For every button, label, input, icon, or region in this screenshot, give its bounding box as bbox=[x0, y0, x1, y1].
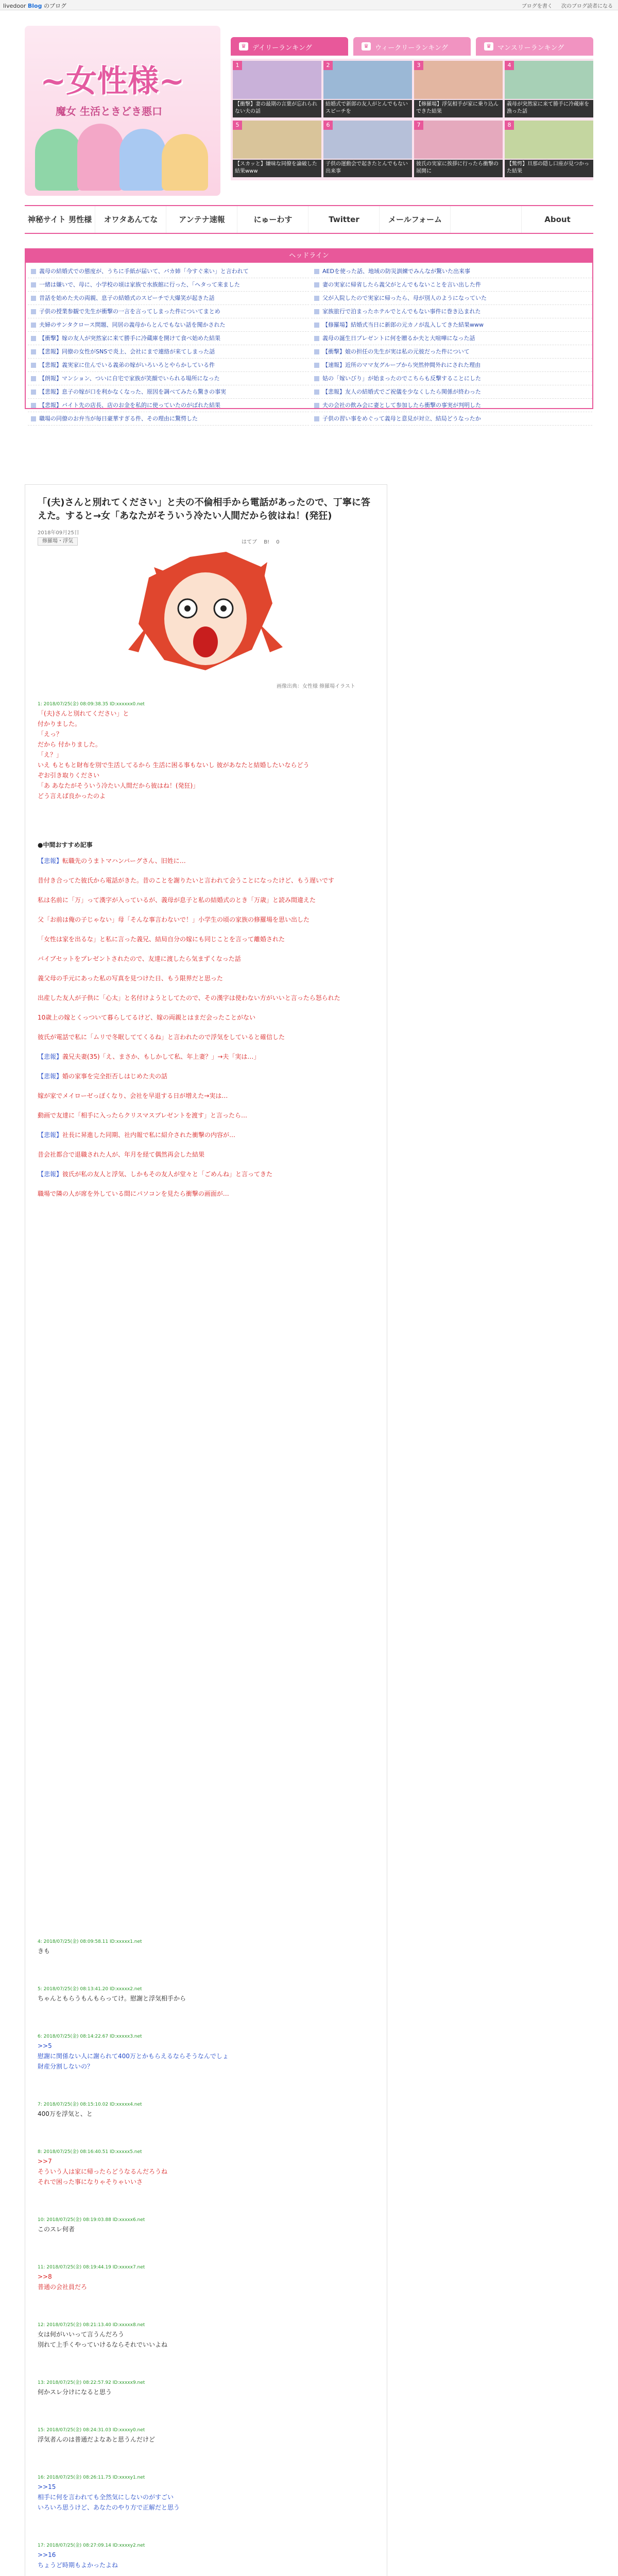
ranking-number: 2 bbox=[323, 61, 333, 70]
post-header: 13: 2018/07/25(金) 08:22:57.92 ID:xxxxx9.net bbox=[38, 2380, 145, 2385]
post-body bbox=[38, 2272, 377, 2292]
bullet-icon bbox=[31, 389, 36, 395]
related-title: 出産した友人が子供に「心太」と名付けようとしてたので、その漢字は使わない方がいいと言ったら怒られた bbox=[38, 994, 340, 1002]
topbar-links bbox=[514, 2, 613, 9]
main-nav bbox=[25, 205, 593, 234]
share-buttons bbox=[242, 537, 285, 545]
related-tag: 【悲報】 bbox=[38, 1171, 63, 1178]
ranking-number: 8 bbox=[505, 121, 514, 130]
headline-column-right bbox=[311, 265, 592, 426]
ranking-tabs bbox=[231, 37, 593, 58]
post-line: ぞお引き取りください bbox=[38, 772, 100, 779]
related-article-link[interactable] bbox=[38, 993, 377, 1003]
post-body bbox=[38, 2482, 377, 2513]
related-title: 彼氏が私の友人と浮気、しかもその友人が堂々と「ごめんね」と言ってきた bbox=[62, 1171, 273, 1178]
post-line: いろいろ思うけど、あなたのやり方で正解だと思う bbox=[38, 2504, 180, 2511]
crown-icon: ♛ bbox=[239, 42, 248, 50]
post-header: 17: 2018/07/25(金) 08:27:09.14 ID:xxxxy2.net bbox=[38, 2543, 145, 2548]
ranking-caption: 【スカッと】嫌味な同僚を論破した結果www bbox=[233, 160, 321, 177]
nav-item-blank bbox=[451, 206, 522, 233]
write-blog-link[interactable]: ブログを書く bbox=[521, 4, 553, 9]
ranking-item[interactable] bbox=[505, 121, 593, 178]
post-body-main bbox=[38, 708, 377, 801]
post-line: 付かりました。 bbox=[38, 720, 81, 727]
post-line: 「(夫)さんと別れてください」と bbox=[38, 710, 129, 717]
ranking-thumbnail bbox=[323, 121, 412, 159]
bullet-icon bbox=[314, 403, 319, 408]
character-illustration bbox=[162, 134, 208, 191]
shocked-woman-illustration bbox=[128, 547, 283, 686]
headline-link[interactable]: 子供の習い事をめぐって義母と意見が対立、結局どうなったか bbox=[311, 412, 592, 426]
bullet-icon bbox=[314, 363, 319, 368]
related-title: 彼氏が電話で私に「ムリで冬眠しててくるね」と言われたので浮気をしていると確信した bbox=[38, 1033, 285, 1041]
ranking-number: 5 bbox=[233, 121, 242, 130]
nav-item-partner-site[interactable]: 神秘サイト 男性様 bbox=[25, 206, 95, 233]
related-title: 義兄夫妻(35)「え、まさか、もしかして私、年上妻？」→夫「実は…」 bbox=[62, 1053, 260, 1060]
post-header: 4: 2018/07/25(金) 08:09:58.11 ID:xxxxx1.net bbox=[38, 1939, 142, 1944]
ranking-number: 6 bbox=[323, 121, 333, 130]
post-header: 15: 2018/07/25(金) 08:24:31.03 ID:xxxxy0.net bbox=[38, 2428, 145, 2433]
bullet-icon bbox=[31, 336, 36, 341]
related-tag: 【悲報】 bbox=[38, 1053, 63, 1060]
post-line: >>5 bbox=[38, 2042, 52, 2049]
headline-link[interactable]: 【悲報】息子の嫁が口を利かなくなった、原因を調べてみたら驚きの事実 bbox=[28, 385, 309, 399]
headline-link[interactable]: 【朗報】マンション、ついに自宅で家族が笑顔でいられる場所になった bbox=[28, 372, 309, 385]
post-line: ちゃんともらうもんもらってけ。慰謝と浮気相手から bbox=[38, 1995, 186, 2002]
related-title: 10歳上の嫁とくっついて暮らしてるけど、嫁の両親とはまだ会ったことがない bbox=[38, 1014, 256, 1021]
related-title: バイブセットをプレゼントされたので、友達に渡したら気まずくなった話 bbox=[38, 955, 241, 962]
ranking-item[interactable] bbox=[414, 121, 503, 178]
article-date: 2018年09月25日 bbox=[38, 530, 79, 536]
brand-livedoor: livedoor bbox=[3, 3, 26, 9]
related-title: 嫁が家でメイローゼっぽくなり、会社を早退する日が増えた→実は… bbox=[38, 1092, 228, 1099]
article bbox=[25, 484, 387, 2576]
related-article-link[interactable] bbox=[38, 1130, 377, 1140]
headline-link[interactable]: 職場の同僚のお弁当が毎日豪華すぎる件、その理由に驚愕した bbox=[28, 412, 309, 426]
post-header: 11: 2018/07/25(金) 08:19:44.19 ID:xxxxx7.net bbox=[38, 2265, 145, 2270]
related-title: 転職先のうまトマハンバーグさん、旧姓に… bbox=[62, 857, 186, 865]
post-line: >>16 bbox=[38, 2551, 56, 2558]
nav-item-twitter[interactable]: Twitter bbox=[309, 206, 380, 233]
bullet-icon bbox=[314, 349, 319, 354]
post-line: 「え？」 bbox=[38, 751, 63, 758]
tab-daily-ranking[interactable] bbox=[231, 37, 348, 56]
related-article-link[interactable] bbox=[38, 1189, 377, 1199]
post-line: 財産分割しないの？ bbox=[38, 2063, 94, 2070]
related-title: 義父母の手元にあった私の写真を見つけた日、もう限界だと思った bbox=[38, 975, 223, 982]
post-body bbox=[38, 2224, 377, 2234]
ranking-caption: 義母が突然家に来て勝手に冷蔵庫を漁った話 bbox=[505, 100, 593, 117]
ranking-thumbnail bbox=[323, 61, 412, 99]
post-line: 相手に何を言われても全然気にしないのがすごい bbox=[38, 2494, 174, 2501]
post-line: だから 付かりました。 bbox=[38, 741, 101, 748]
related-article-link[interactable] bbox=[38, 875, 377, 886]
bullet-icon bbox=[31, 296, 36, 301]
post-header: 10: 2018/07/25(金) 08:19:03.88 ID:xxxxx6.net bbox=[38, 2217, 145, 2223]
bullet-icon bbox=[31, 323, 36, 328]
bookmark-count: 0 bbox=[276, 539, 280, 545]
post-line: それで困った事になりゃそりゃいいさ bbox=[38, 2178, 143, 2185]
hatena-bookmark-button[interactable]: はてブ bbox=[242, 539, 257, 545]
post-line: 400万を浮気と、と bbox=[38, 2110, 93, 2117]
ranking-caption: 結婚式で新郎の友人がとんでもないスピーチを bbox=[323, 100, 412, 117]
post-header: 5: 2018/07/25(金) 08:13:41.20 ID:xxxxx2.net bbox=[38, 1987, 142, 1992]
related-article-link[interactable] bbox=[38, 1091, 377, 1101]
nav-item-about[interactable]: About bbox=[544, 215, 571, 224]
related-article-link[interactable] bbox=[38, 1012, 377, 1023]
headline-link[interactable]: 父が入院したので実家に帰ったら、母が別人のようになっていた bbox=[311, 292, 592, 305]
headline-link[interactable]: 【速報】近所のママ友グループから突然仲間外れにされた理由 bbox=[311, 359, 592, 372]
bullet-icon bbox=[31, 403, 36, 408]
nav-item-owata-antenna[interactable]: オワタあんてな bbox=[96, 206, 166, 233]
follow-blog-link[interactable]: 次のブログ読者になる bbox=[561, 4, 613, 9]
related-tag: 【悲報】 bbox=[38, 1131, 63, 1139]
related-article-link[interactable] bbox=[38, 1149, 377, 1160]
post-body bbox=[38, 2550, 377, 2570]
nav-item-newwas[interactable]: にゅーわす bbox=[238, 206, 308, 233]
ranking-caption: 彼氏の実家に挨拶に行ったら衝撃の展開に bbox=[414, 160, 503, 177]
headline-link[interactable]: 義母の結婚式での態度が、うちに手紙が届いて、バカ姉「今すぐ来い」と言われて bbox=[28, 265, 309, 278]
bullet-icon bbox=[314, 323, 319, 328]
character-illustration bbox=[35, 129, 81, 191]
livedoor-brand[interactable] bbox=[3, 2, 66, 10]
related-title: 私は名前に「万」って漢字が入っているが、義母が息子と私の結婚式のとき「万歳」と読み間違えた bbox=[38, 896, 316, 904]
post-header: 6: 2018/07/25(金) 08:14:22.67 ID:xxxxx3.net bbox=[38, 2034, 142, 2039]
brand-suffix: のブログ bbox=[43, 3, 66, 9]
related-article-link[interactable] bbox=[38, 856, 377, 866]
ranking-thumbnail bbox=[505, 61, 593, 99]
post-line: 別れて上手くやっていけるならそれでいいよね bbox=[38, 2341, 168, 2348]
post-line: 普通の会社員だろ bbox=[38, 2283, 88, 2291]
post-body bbox=[38, 1993, 377, 2004]
headline-link[interactable]: 夫の会社の飲み会に妻として参加したら衝撃の事実が判明した bbox=[311, 399, 592, 412]
headline-link[interactable]: AEDを使った話、地域の防災訓練でみんなが驚いた出来事 bbox=[311, 265, 592, 278]
article-category[interactable]: 修羅場・浮気 bbox=[38, 537, 78, 546]
post-line: 慰謝に関係ない人に謝られて400万とかもらえるならそうなんでしょ bbox=[38, 2053, 229, 2060]
post-body bbox=[38, 2041, 377, 2072]
site-header bbox=[25, 22, 593, 197]
character-illustration bbox=[77, 124, 124, 191]
post-body bbox=[38, 2387, 377, 2397]
logo-subtitle: 魔女 生活ときどき悪口 bbox=[56, 105, 162, 117]
bullet-icon bbox=[31, 416, 36, 421]
related-article-link[interactable] bbox=[38, 1032, 377, 1042]
tab-label: デイリーランキング bbox=[252, 44, 312, 52]
headline-link[interactable]: 姑の「嫁いびり」が始まったのでこちらも反撃することにした bbox=[311, 372, 592, 385]
related-article-link[interactable] bbox=[38, 973, 377, 984]
crown-icon: ♛ bbox=[362, 42, 371, 50]
related-title: 父「お前は俺の子じゃない」母「そんな事言わないで！」小学生の頃の家族の修羅場を思い出した bbox=[38, 916, 310, 923]
related-article-link[interactable] bbox=[38, 895, 377, 905]
ranking-item[interactable] bbox=[233, 61, 321, 118]
bullet-icon bbox=[314, 389, 319, 395]
bullet-icon bbox=[31, 282, 36, 287]
headline-link[interactable]: 【修羅場】結婚式当日に新郎の元カノが乱入してきた結果www bbox=[311, 318, 592, 332]
ranking-caption: 【修羅場】浮気相手が家に乗り込んできた結果 bbox=[414, 100, 503, 117]
headline-link[interactable]: 【悲報】同僚の女性がSNSで炎上、会社にまで連絡が来てしまった話 bbox=[28, 345, 309, 359]
related-title: 昔付き合ってた彼氏から電話がきた。昔のことを謝りたいと言われて会うことになったけど、もう遅いです bbox=[38, 877, 335, 884]
bookmark-icon[interactable]: B! bbox=[264, 539, 270, 545]
tab-label: マンスリーランキング bbox=[497, 44, 564, 52]
illustration-caption: 画像出典：女性様 修羅場イラスト bbox=[277, 684, 355, 689]
ranking-caption: 【驚愕】旦那の隠し口座が見つかった結果 bbox=[505, 160, 593, 177]
post-body bbox=[38, 2434, 377, 2445]
post-line: 何かスレ分けになると思う bbox=[38, 2388, 112, 2396]
bullet-icon bbox=[31, 309, 36, 314]
related-title: 「女性は家を出るな」と私に言った義兄、結局自分の嫁にも同じことを言って離婚された bbox=[38, 936, 285, 943]
nav-item-mail-form[interactable]: メールフォーム bbox=[380, 206, 451, 233]
ranking-thumbnail bbox=[233, 121, 321, 159]
logo-title: ~女性様~ bbox=[40, 63, 185, 99]
related-title: 動画で友達に「相手に入ったらクリスマスプレゼントを渡す」と言ったら… bbox=[38, 1112, 248, 1119]
tab-monthly-ranking[interactable] bbox=[476, 37, 593, 56]
post-body bbox=[38, 2329, 377, 2350]
post-line: >>15 bbox=[38, 2483, 56, 2490]
bullet-icon bbox=[314, 376, 319, 381]
top-bar bbox=[0, 0, 618, 10]
related-tag: 【悲報】 bbox=[38, 1073, 63, 1080]
bullet-icon bbox=[314, 309, 319, 314]
headline-link[interactable]: 【悲報】バイト先の店長、店のお金を私的に使っていたのがばれた結果 bbox=[28, 399, 309, 412]
ranking-item[interactable] bbox=[323, 61, 412, 118]
ranking-number: 4 bbox=[505, 61, 514, 70]
headline-link[interactable]: 妻の実家に帰省したら義父がとんでもないことを言い出した件 bbox=[311, 278, 592, 292]
post-line: ちょうど時期もよかったよね bbox=[38, 2562, 118, 2569]
headline-link[interactable]: 昔話を始めた夫の両親、息子の結婚式のスピーチで大爆笑が起きた話 bbox=[28, 292, 309, 305]
nav-item-antenna-sokuho[interactable]: アンテナ速報 bbox=[167, 206, 237, 233]
headline-link[interactable]: 【悲報】友人の結婚式でご祝儀を少なくしたら関係が終わった bbox=[311, 385, 592, 399]
brand-blog: Blog bbox=[27, 3, 42, 9]
ranking-number: 7 bbox=[414, 121, 423, 130]
tab-label: ウィークリーランキング bbox=[375, 44, 448, 52]
ranking-number: 1 bbox=[233, 61, 242, 70]
ranking-item[interactable] bbox=[505, 61, 593, 118]
post-line: そういう人は家に帰ったらどうなるんだろうね bbox=[38, 2168, 168, 2175]
related-title: 婚の家事を完全拒否しはじめた夫の話 bbox=[62, 1073, 168, 1080]
character-illustration bbox=[119, 129, 166, 191]
post-line: 「えっ？ bbox=[38, 731, 63, 738]
related-tag: 【悲報】 bbox=[38, 857, 63, 865]
post-line: いえ もともと財布を別で生活してるから 生活に困る事もないし 彼があなたと結婚したいならどう bbox=[38, 761, 310, 769]
headline-title: ヘッドライン bbox=[26, 249, 592, 263]
post-line: 女は何がいいって言うんだろう bbox=[38, 2331, 125, 2338]
post-header: 12: 2018/07/25(金) 08:21:13.40 ID:xxxxx8.net bbox=[38, 2323, 145, 2328]
post-header: 7: 2018/07/25(金) 08:15:10.02 ID:xxxxx4.net bbox=[38, 2102, 142, 2107]
bullet-icon bbox=[31, 349, 36, 354]
related-article-link[interactable] bbox=[38, 914, 377, 925]
post-body bbox=[38, 2109, 377, 2119]
post-line: どう言えば良かったのよ bbox=[38, 792, 106, 800]
ranking-caption: 子供の運動会で起きたとんでもない出来事 bbox=[323, 160, 412, 177]
headline-link[interactable]: 夫婦のサンタクロース問題、同居の義母からとんでもない話を聞かされた bbox=[28, 318, 309, 332]
ranking-item[interactable] bbox=[323, 121, 412, 178]
headline-link[interactable]: 【悲報】義実家に住んでいる義弟の嫁がいろいろとやらかしている件 bbox=[28, 359, 309, 372]
ranking-caption: 【衝撃】妻の最期の言葉が忘れられない夫の話 bbox=[233, 100, 321, 117]
ranking-grid bbox=[231, 59, 593, 180]
bullet-icon bbox=[31, 363, 36, 368]
post-line: 「あ あなたがそういう冷たい人間だから彼はね！(発狂)」 bbox=[38, 782, 199, 789]
bullet-icon bbox=[314, 269, 319, 274]
post-body bbox=[38, 2156, 377, 2187]
post-line: 浮気者んのは普通だよなあと思うんだけど bbox=[38, 2436, 156, 2443]
related-article-link[interactable] bbox=[38, 1169, 377, 1179]
bullet-icon bbox=[314, 282, 319, 287]
post-line: >>7 bbox=[38, 2158, 52, 2165]
bullet-icon bbox=[31, 269, 36, 274]
related-title: 昔会社都合で退職された人が、年月を経て偶然再会した結果 bbox=[38, 1151, 205, 1158]
headline-link[interactable]: 一緒は嫌いで、母に、小学校の頃は家族で水族館に行った、「ヘタって来ました bbox=[28, 278, 309, 292]
headline-box bbox=[25, 248, 593, 422]
ranking-thumbnail bbox=[505, 121, 593, 159]
post-line: このスレ何者 bbox=[38, 2226, 75, 2233]
related-article-link[interactable] bbox=[38, 954, 377, 964]
headline-link[interactable]: 【衝撃】娘の担任の先生が実は私の元彼だった件について bbox=[311, 345, 592, 359]
related-articles bbox=[38, 856, 377, 1208]
headline-column-left bbox=[28, 265, 309, 426]
post-header: 1: 2018/07/25(金) 08:09:38.35 ID:xxxxxx0.net bbox=[38, 702, 145, 707]
site-logo[interactable] bbox=[25, 26, 220, 196]
bullet-icon bbox=[314, 336, 319, 341]
post-header: 16: 2018/07/25(金) 08:26:11.75 ID:xxxxy1.net bbox=[38, 2475, 145, 2480]
ranking-number: 3 bbox=[414, 61, 423, 70]
ranking-item[interactable] bbox=[414, 61, 503, 118]
ranking-thumbnail bbox=[414, 61, 503, 99]
bullet-icon bbox=[314, 296, 319, 301]
related-title: 職場で隣の人が席を外している間にパソコンを見たら衝撃の画面が… bbox=[38, 1190, 229, 1197]
related-article-link[interactable] bbox=[38, 1052, 377, 1062]
post-line: きも bbox=[38, 1947, 50, 1955]
post-line: >>8 bbox=[38, 2273, 52, 2280]
ranking-thumbnail bbox=[233, 61, 321, 99]
headline-link[interactable]: 義母の誕生日プレゼントに何を贈るか夫と大喧嘩になった話 bbox=[311, 332, 592, 345]
related-article-link[interactable] bbox=[38, 1110, 377, 1121]
article-title: 「(夫)さんと別れてください」と夫の不倫相手から電話があったので、丁寧に答えた。すると→女「あなたがそういう冷たい人間だから彼はね！(発狂) bbox=[38, 497, 370, 521]
ranking-thumbnail bbox=[414, 121, 503, 159]
headline-link[interactable]: 子供の授業参観で先生が衝撃の一言を言ってしまった件についてまとめ bbox=[28, 305, 309, 318]
bullet-icon bbox=[314, 416, 319, 421]
post-body bbox=[38, 1946, 377, 1956]
related-heading: ●中間おすすめ記事 bbox=[38, 841, 93, 849]
headline-link[interactable]: 家族旅行で泊まったホテルでとんでもない事件に巻き込まれた bbox=[311, 305, 592, 318]
tab-weekly-ranking[interactable] bbox=[353, 37, 471, 56]
related-title: 社長に昇進した同期、社内報で私に紹介された衝撃の内容が… bbox=[62, 1131, 236, 1139]
post-header: 8: 2018/07/25(金) 08:16:40.51 ID:xxxxx5.net bbox=[38, 2149, 142, 2155]
related-article-link[interactable] bbox=[38, 1071, 377, 1081]
headline-link[interactable]: 【衝撃】嫁の友人が突然家に来て勝手に冷蔵庫を開けて食べ始めた結果 bbox=[28, 332, 309, 345]
related-article-link[interactable] bbox=[38, 934, 377, 944]
bullet-icon bbox=[31, 376, 36, 381]
logo-characters bbox=[35, 124, 210, 191]
crown-icon: ♛ bbox=[484, 42, 493, 50]
ranking-item[interactable] bbox=[233, 121, 321, 178]
